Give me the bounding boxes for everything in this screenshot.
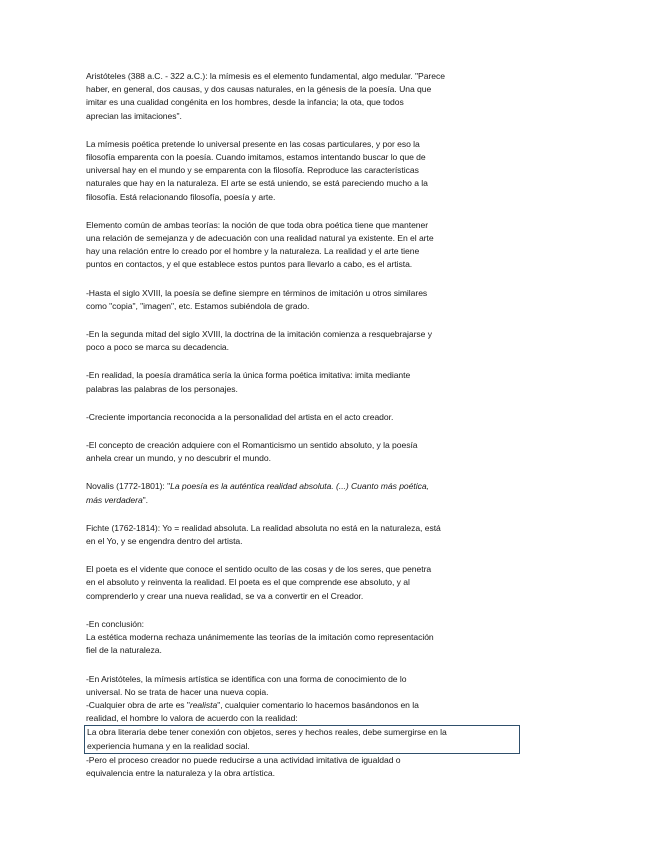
text-line: -El concepto de creación adquiere con el Romanticismo un sentido absoluto, y la poesía <box>86 440 418 451</box>
text-line: -Pero el proceso creador no puede reducirse a una actividad imitativa de igualdad o <box>86 754 401 765</box>
text-line: universal hay en el mundo y se emparenta con la filosofía. Reproduce las características <box>86 165 419 176</box>
text-line: imitar es una cualidad congénita en los hombres, desde la infancia; la ota, que todos <box>86 97 404 108</box>
text-line: en el Yo, y se engendra dentro del artista. <box>86 536 243 547</box>
paragraph-segunda-mitad <box>86 328 518 354</box>
text-line: Elemento común de ambas teorías: la noción de que toda obra poética tiene que mantener <box>86 219 429 230</box>
novalis-tail: ". <box>142 494 149 505</box>
paragraph-aristoteles-conocimiento <box>86 673 518 781</box>
text-line: una relación de semejanza y de adecuación con una realidad natural ya existente. En el arte <box>86 233 434 244</box>
text-line: aprecian las imitaciones". <box>86 110 182 121</box>
text-line: filosofía emparenta con la poesía. Cuando imitamos, estamos intentando buscar lo que de <box>86 152 426 163</box>
text-line <box>86 494 518 507</box>
realista-lead: -Cualquier obra de arte es " <box>86 699 190 710</box>
paragraph-conclusion <box>86 618 518 658</box>
text-line: Aristóteles (388 a.C. - 322 a.C.): la mímesis es el elemento fundamental, algo medular. "Parece <box>86 71 445 81</box>
text-line: experiencia humana y en la realidad social. <box>87 740 250 751</box>
text-line: -En la segunda mitad del siglo XVIII, la doctrina de la imitación comienza a resquebrajarse y <box>86 329 432 340</box>
paragraph-creciente-importancia <box>86 411 518 424</box>
text-line: -En conclusión: <box>86 618 145 629</box>
text-line: realidad, el hombre lo valora de acuerdo con la realidad: <box>86 713 298 724</box>
text-line: en el absoluto y reinventa la realidad. El poeta es el que comprende ese absoluto, y al <box>86 577 410 588</box>
text-line: filosofía. Está relacionando filosofía, poesía y arte. <box>86 191 276 202</box>
text-line: poco a poco se marca su decadencia. <box>86 342 230 353</box>
text-line: Fichte (1762-1814): Yo = realidad absoluta. La realidad absoluta no está en la naturaleza, está <box>86 522 441 533</box>
novalis-quote-end: más verdadera <box>86 494 143 505</box>
text-line: La mímesis poética pretende lo universal presente en las cosas particulares, y por eso la <box>86 138 420 149</box>
text-line: haber, en general, dos causas, y dos causas naturales, en la génesis de la poesía. Una que <box>86 84 432 95</box>
highlighted-box <box>84 725 520 753</box>
text-line: como "copia", "imagen", etc. Estamos subiéndola de grado. <box>86 300 310 311</box>
text-line: equivalencia entre la naturaleza y la obra artística. <box>86 767 275 778</box>
text-line: fiel de la naturaleza. <box>86 645 162 656</box>
realista-word: realista <box>189 699 218 710</box>
text-line: puntos en contactos, y el que establece estos puntos para llevarlo a cabo, es el artista. <box>86 259 413 270</box>
text-line: hay una relación entre lo creado por el hombre y la naturaleza. La realidad y el arte tiene <box>86 246 420 257</box>
text-line: La estética moderna rechaza unánimemente las teorías de la imitación como representación <box>86 632 434 643</box>
text-line: anhela crear un mundo, y no descubrir el mundo. <box>86 453 271 464</box>
paragraph-siglo-xviii <box>86 287 518 313</box>
paragraph-poesia-dramatica <box>86 369 518 395</box>
paragraph-elemento-comun <box>86 219 518 272</box>
text-line: -En Aristóteles, la mímesis artística se identifica con una forma de conocimiento de lo <box>86 673 407 684</box>
paragraph-romanticismo <box>86 439 518 465</box>
text-line: comprenderlo y crear una nueva realidad, se va a convertir en el Creador. <box>86 590 364 601</box>
text-line: La obra literaria debe tener conexión con objetos, seres y hechos reales, debe sumergirse en la <box>87 727 447 738</box>
text-line: universal. No se trata de hacer una nueva copia. <box>86 686 269 697</box>
text-line <box>86 480 518 493</box>
paragraph-mimesis-poetica <box>86 138 518 204</box>
paragraph-aristoteles <box>86 70 518 123</box>
document-body <box>86 70 518 780</box>
text-line <box>86 699 518 712</box>
novalis-quote: La poesía es la auténtica realidad absoluta. (...) Cuanto más poética, <box>170 481 429 492</box>
text-line: naturales que hay en la naturaleza. El arte se está uniendo, se está pareciendo mucho a la <box>86 178 428 189</box>
paragraph-poeta-vidente <box>86 563 518 603</box>
text-line: -Creciente importancia reconocida a la personalidad del artista en el acto creador. <box>86 411 394 422</box>
paragraph-novalis <box>86 480 518 506</box>
text-line: -Hasta el siglo XVIII, la poesía se define siempre en términos de imitación u otros similares <box>86 287 428 298</box>
novalis-lead: Novalis (1772-1801): " <box>86 481 171 492</box>
text-line: El poeta es el vidente que conoce el sentido oculto de las cosas y de los seres, que penetra <box>86 564 432 575</box>
paragraph-fichte <box>86 522 518 548</box>
text-line: palabras las palabras de los personajes. <box>86 383 238 394</box>
realista-tail: ", cualquier comentario lo hacemos basándonos en la <box>217 699 419 710</box>
text-line: -En realidad, la poesía dramática sería la única forma poética imitativa: imita mediante <box>86 370 411 381</box>
